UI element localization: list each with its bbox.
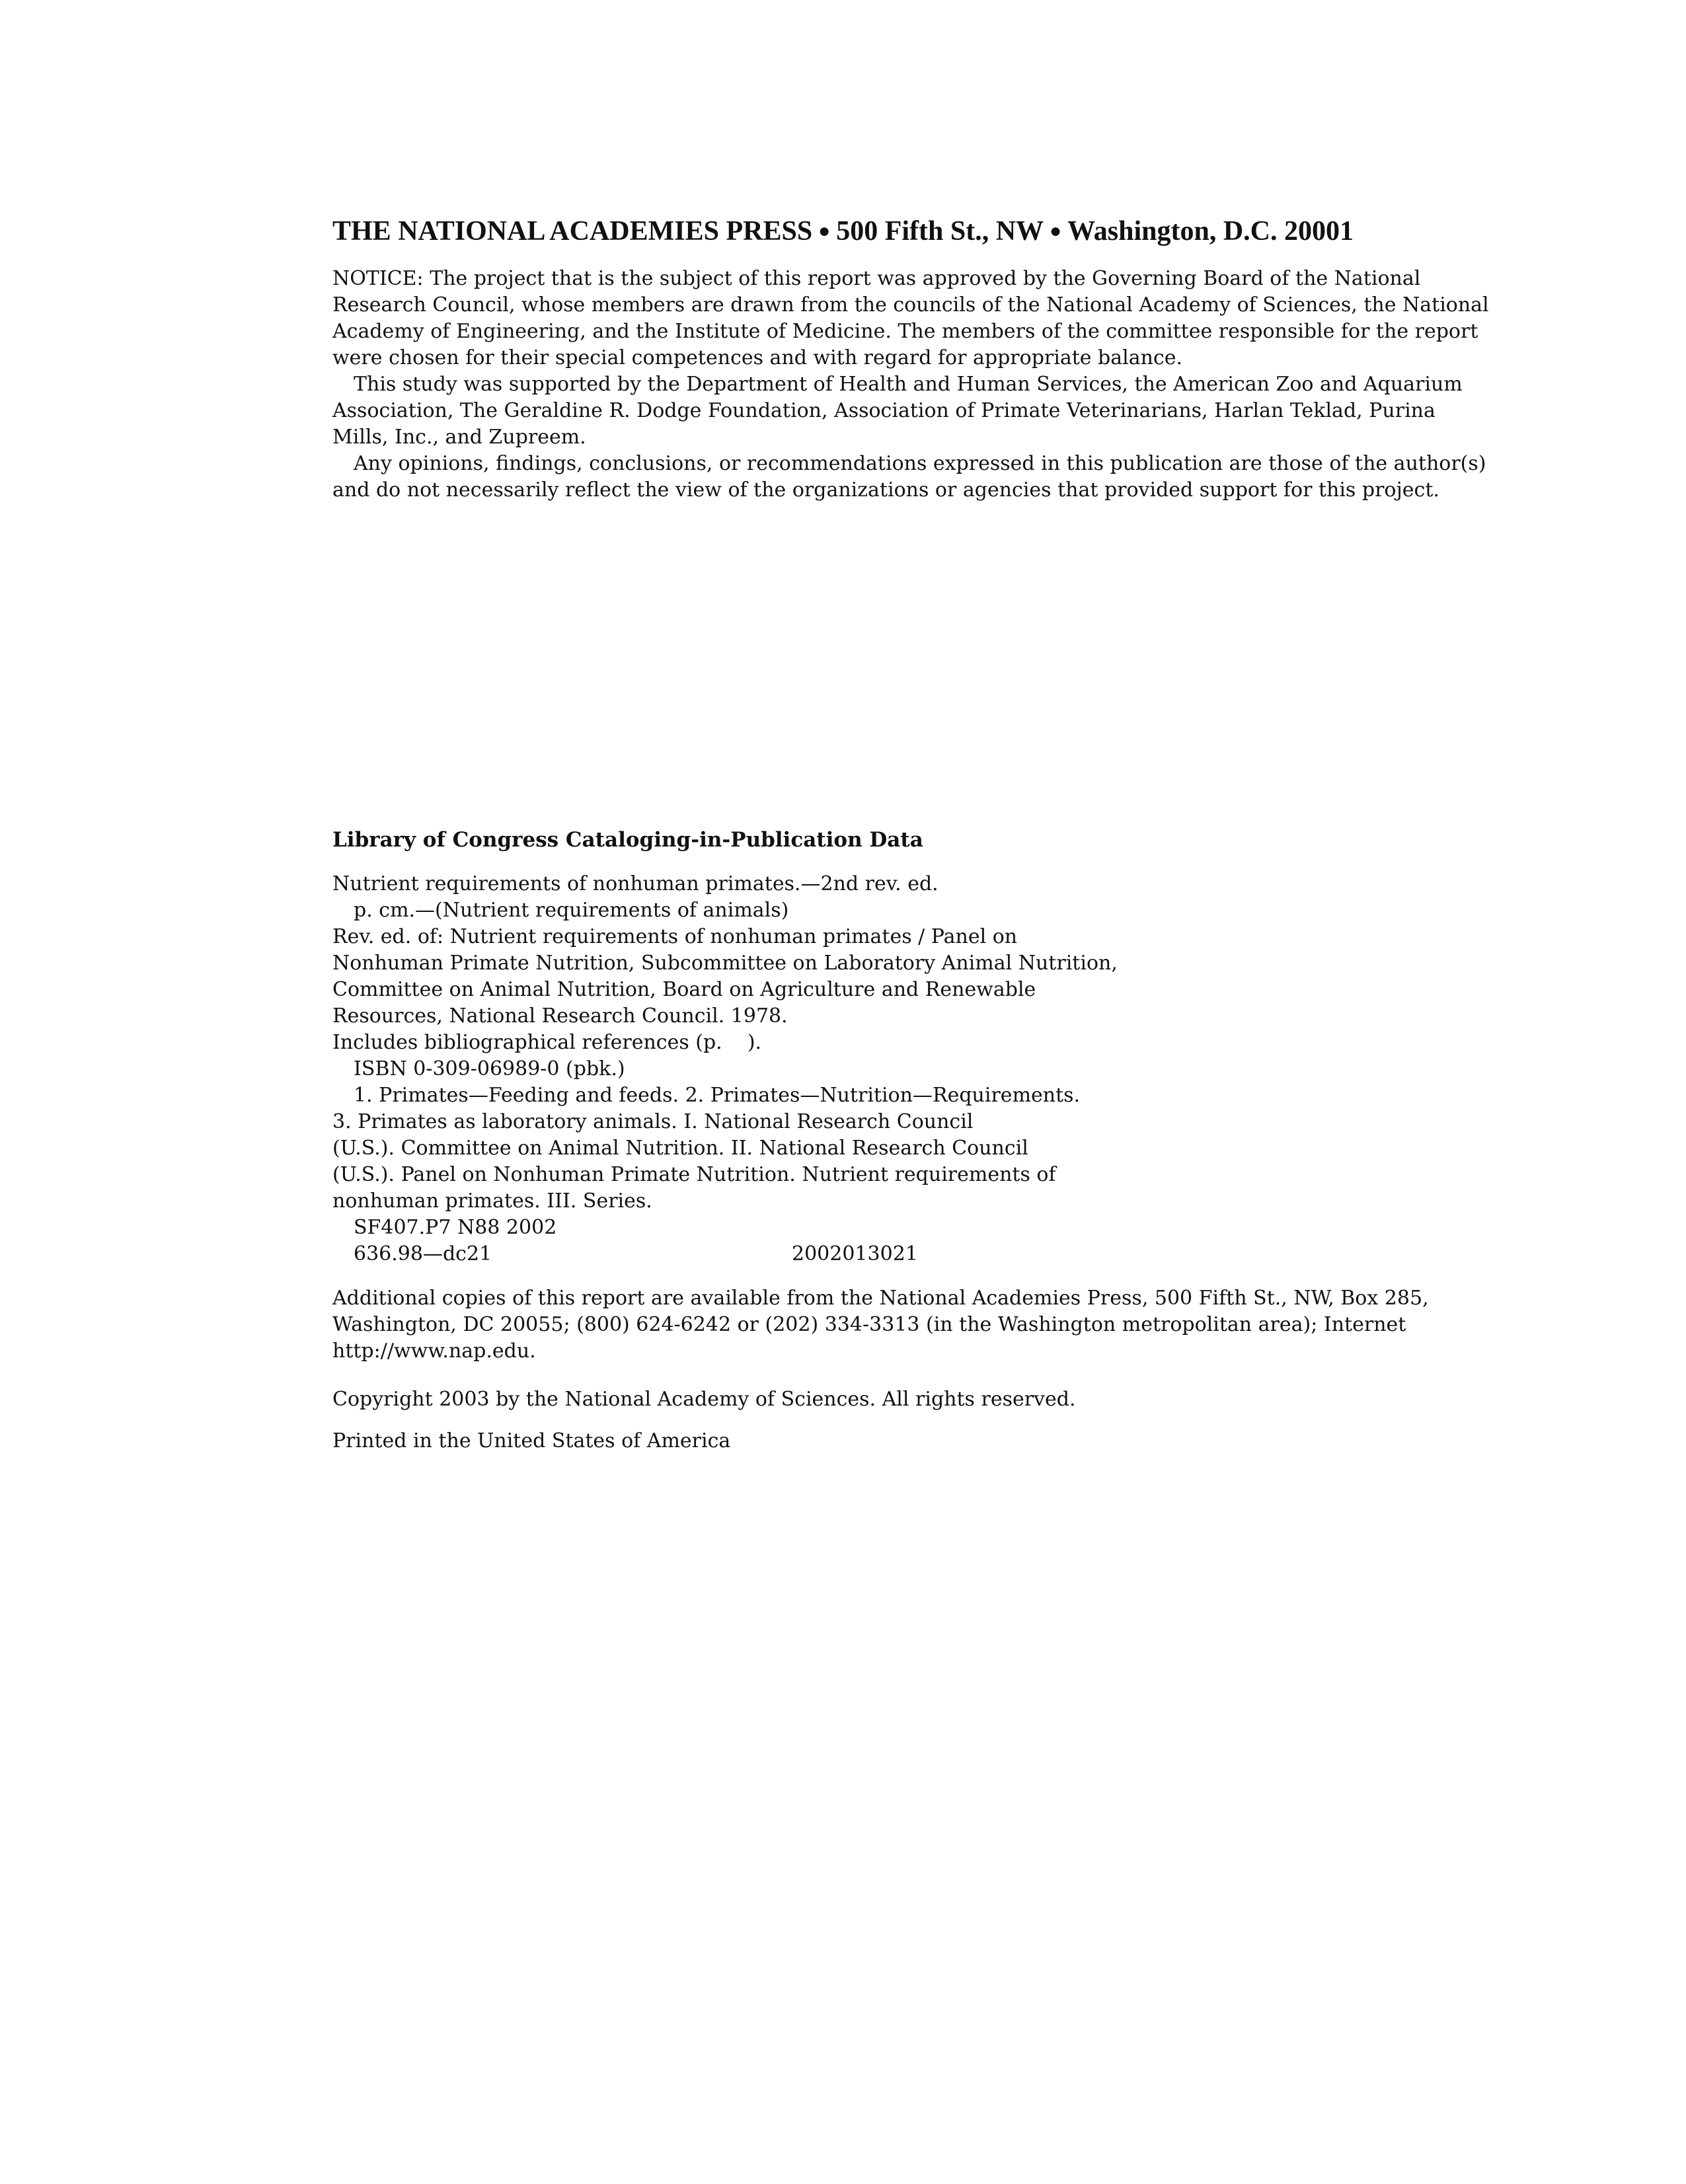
publisher-name: THE NATIONAL ACADEMIES PRESS [332, 216, 813, 246]
cip-data [332, 871, 1354, 1267]
call-number: SF407.P7 N88 2002 [354, 1216, 557, 1239]
cip-heading: Library of Congress Cataloging-in-Publication Data [332, 828, 923, 852]
notice-section [332, 266, 1489, 504]
cip-classification-row [332, 1241, 1354, 1267]
isbn: ISBN 0-309-06989-0 (pbk.) [354, 1057, 625, 1080]
copies-line: Washington, DC 20055; (800) 624-6242 or (202) 334-3313 (in the Washington metropolitan area); Internet [332, 1313, 1406, 1336]
cip-line: Rev. ed. of: Nutrient requirements of nonhuman primates / Panel on [332, 925, 1018, 948]
dewey-classification: 636.98—dc21 [354, 1242, 492, 1265]
cip-line: Nutrient requirements of nonhuman primates.—2nd rev. ed. [332, 872, 939, 895]
disclaimer-line: and do not necessarily reflect the view of the organizations or agencies that provided support for this project. [332, 478, 1439, 502]
disclaimer-line: Any opinions, findings, conclusions, or recommendations expressed in this publication are those of the author(s) [354, 452, 1486, 475]
cip-line: Includes bibliographical references (p. ). [332, 1031, 762, 1054]
copies-line: http://www.nap.edu. [332, 1339, 536, 1363]
cip-line: Nonhuman Primate Nutrition, Subcommittee on Laboratory Animal Nutrition, [332, 952, 1118, 975]
cip-line: Committee on Animal Nutrition, Board on Agriculture and Renewable [332, 978, 1036, 1001]
notice-line: Academy of Engineering, and the Institute of Medicine. The members of the committee responsible for the report [332, 320, 1478, 343]
lccn: 2002013021 [792, 1242, 918, 1265]
publisher-street: 500 Fifth St., NW [836, 216, 1044, 246]
cip-line: nonhuman primates. III. Series. [332, 1189, 652, 1213]
cip-line: (U.S.). Panel on Nonhuman Primate Nutrition. Nutrient requirements of [332, 1163, 1056, 1186]
publisher-city: Washington, D.C. 20001 [1067, 216, 1354, 246]
printed-in: Printed in the United States of America [332, 1429, 731, 1452]
notice-line: NOTICE: The project that is the subject of this report was approved by the Governing Board of the National [332, 267, 1421, 290]
copies-line: Additional copies of this report are available from the National Academies Press, 500 Fifth St., NW, Box 285, [332, 1287, 1429, 1310]
bullet-separator: ● [818, 220, 831, 242]
notice-line: Research Council, whose members are drawn from the councils of the National Academy of Sciences, the National [332, 293, 1489, 317]
publisher-masthead [332, 211, 1354, 251]
cip-line: (U.S.). Committee on Animal Nutrition. II. National Research Council [332, 1137, 1028, 1160]
notice-line: were chosen for their special competences and with regard for appropriate balance. [332, 346, 1183, 369]
cip-line: p. cm.—(Nutrient requirements of animals) [354, 899, 789, 922]
cip-line: 3. Primates as laboratory animals. I. National Research Council [332, 1110, 974, 1133]
cip-line: Resources, National Research Council. 1978. [332, 1004, 788, 1028]
support-line: Association, The Geraldine R. Dodge Foundation, Association of Primate Veterinarians, Harlan Teklad, Purina [332, 399, 1436, 422]
support-line: This study was supported by the Department of Health and Human Services, the American Zoo and Aquarium [354, 373, 1463, 396]
support-line: Mills, Inc., and Zupreem. [332, 426, 586, 449]
copyright-notice: Copyright 2003 by the National Academy of Sciences. All rights reserved. [332, 1388, 1076, 1411]
additional-copies [332, 1285, 1429, 1365]
bullet-separator: ● [1050, 220, 1062, 242]
cip-line: 1. Primates—Feeding and feeds. 2. Primates—Nutrition—Requirements. [354, 1084, 1081, 1107]
